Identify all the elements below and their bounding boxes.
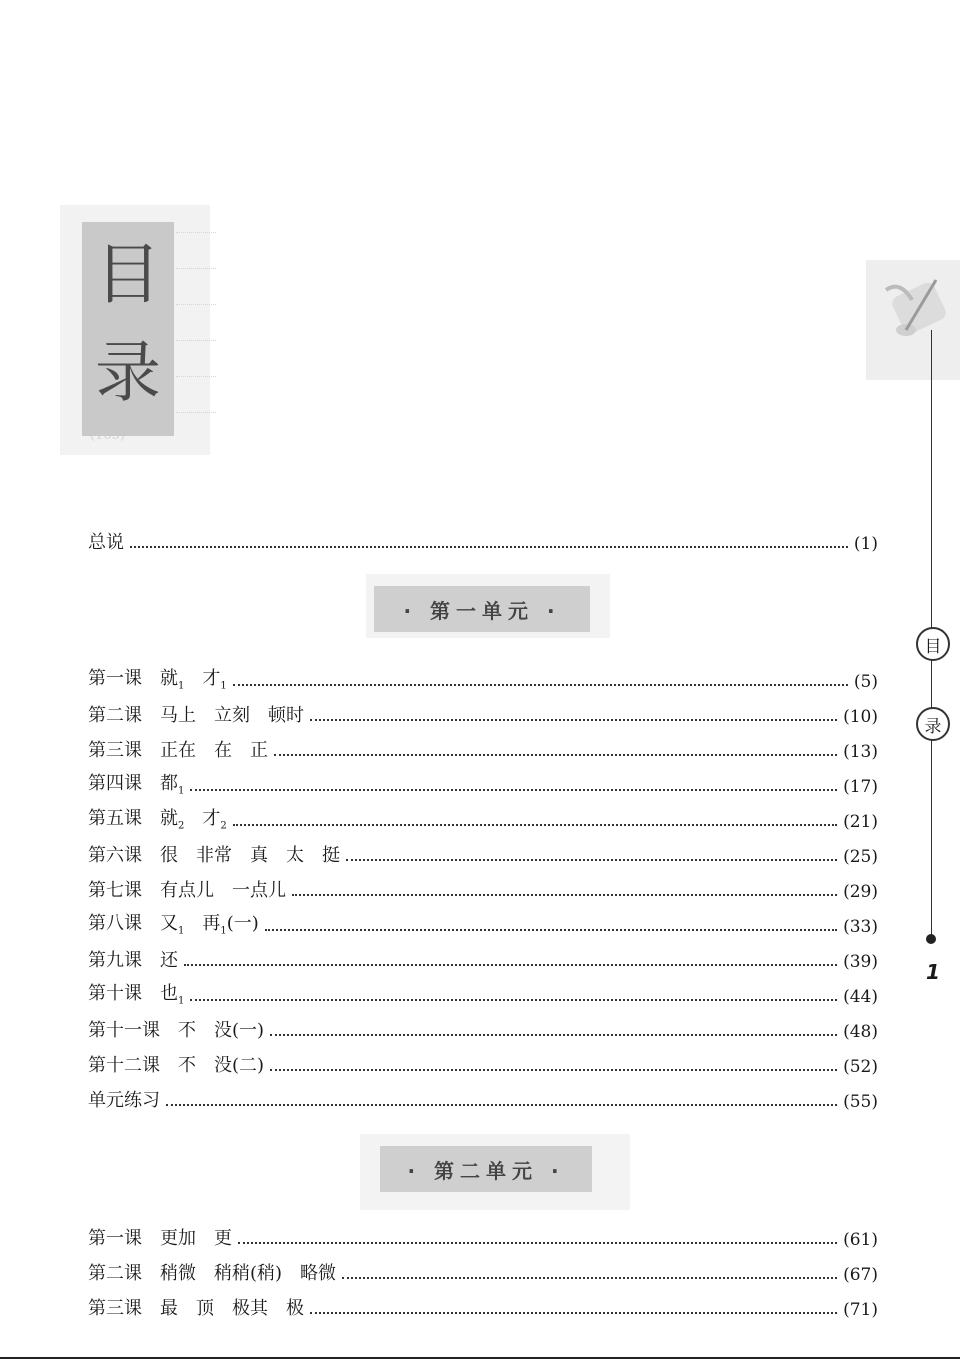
scroll-quill-icon — [866, 260, 960, 380]
side-mark-2: 录 — [916, 707, 950, 741]
entry-page: (13) — [843, 742, 878, 762]
entry-label: 第二课 马上 立刻 顿时 — [88, 705, 304, 726]
entry-label: 第三课 正在 在 正 — [88, 740, 268, 761]
toc-entry[interactable] — [88, 1014, 878, 1042]
toc-entry-overview[interactable] — [88, 526, 878, 554]
title-char-2: 录 — [95, 334, 161, 411]
toc-entry[interactable] — [88, 909, 878, 937]
leader-dots — [342, 1277, 837, 1279]
ghost-dotline — [176, 232, 216, 233]
entry-page: (67) — [843, 1265, 878, 1285]
leader-dots — [292, 894, 837, 896]
leader-dots — [233, 684, 848, 686]
entry-page: (48) — [843, 1022, 878, 1042]
toc-entry[interactable] — [88, 734, 878, 762]
ghost-dotline — [176, 412, 216, 413]
entry-page: (39) — [843, 952, 878, 972]
ghost-dotline — [176, 340, 216, 341]
entry-page: (61) — [843, 1230, 878, 1250]
unit-1-banner: · 第一单元 · — [374, 586, 590, 632]
entry-label: 第三课 最 顶 极其 极 — [88, 1298, 304, 1319]
entry-page: (1) — [853, 534, 878, 554]
entry-label: 第十一课 不 没(一) — [88, 1020, 265, 1041]
entry-label: 第八课 又$_1$ 再$_1$(一) — [88, 913, 259, 937]
entry-page: (21) — [843, 812, 878, 832]
entry-page: (5) — [853, 672, 878, 692]
leader-dots — [184, 964, 837, 966]
entry-label: 第二课 稍微 稍稍(稍) 略微 — [88, 1263, 337, 1284]
entry-label: 第七课 有点儿 一点儿 — [88, 880, 286, 901]
bottom-rule — [0, 1357, 960, 1359]
contents-title — [82, 222, 174, 436]
entry-page: (52) — [843, 1057, 878, 1077]
leader-dots — [190, 999, 837, 1001]
leader-dots — [270, 1069, 837, 1071]
entry-label: 第一课 就$_1$ 才$_1$ — [88, 668, 227, 692]
toc-entry[interactable] — [88, 874, 878, 902]
unit-2-banner: · 第二单元 · — [380, 1146, 592, 1192]
leader-dots — [233, 824, 837, 826]
leader-dots — [238, 1242, 837, 1244]
entry-label: 第六课 很 非常 真 太 挺 — [88, 845, 340, 866]
leader-dots — [274, 754, 837, 756]
entry-label: 第一课 更加 更 — [88, 1228, 232, 1249]
toc-entry[interactable] — [88, 979, 878, 1007]
leader-dots — [190, 789, 837, 791]
toc-entry[interactable] — [88, 839, 878, 867]
ghost-dotline — [176, 376, 216, 377]
leader-dots — [130, 546, 848, 548]
ghost-dotline — [176, 268, 216, 269]
entry-page: (55) — [843, 1092, 878, 1112]
entry-page: (71) — [843, 1300, 878, 1320]
toc-entry[interactable] — [88, 769, 878, 797]
toc-entry[interactable] — [88, 1049, 878, 1077]
leader-dots — [310, 719, 837, 721]
entry-page: (10) — [843, 707, 878, 727]
leader-dots — [346, 859, 837, 861]
entry-page: (44) — [843, 987, 878, 1007]
entry-label: 总说 — [88, 532, 124, 553]
entry-page: (17) — [843, 777, 878, 797]
side-mark-1: 目 — [916, 627, 950, 661]
title-char-1: 目 — [95, 236, 161, 313]
entry-page: (33) — [843, 917, 878, 937]
entry-label: 单元练习 — [88, 1090, 160, 1111]
toc-entry[interactable] — [88, 1084, 878, 1112]
toc-entry[interactable] — [88, 804, 878, 832]
entry-label: 第四课 都$_1$ — [88, 773, 185, 797]
leader-dots — [310, 1312, 837, 1314]
toc-entry[interactable] — [88, 1292, 878, 1320]
entry-label: 第九课 还 — [88, 950, 178, 971]
entry-label: 第十课 也$_1$ — [88, 983, 185, 1007]
page-number: 1 — [926, 960, 940, 984]
leader-dots — [166, 1104, 837, 1106]
ghost-dotline — [176, 304, 216, 305]
toc-entry[interactable] — [88, 944, 878, 972]
entry-label: 第十二课 不 没(二) — [88, 1055, 265, 1076]
leader-dots — [265, 929, 837, 931]
toc-entry[interactable] — [88, 699, 878, 727]
leader-dots — [270, 1034, 837, 1036]
toc-entry[interactable] — [88, 1222, 878, 1250]
side-end-dot — [926, 934, 936, 944]
entry-page: (25) — [843, 847, 878, 867]
entry-page: (29) — [843, 882, 878, 902]
entry-label: 第五课 就$_2$ 才$_2$ — [88, 808, 227, 832]
toc-entry[interactable] — [88, 1257, 878, 1285]
toc-entry[interactable] — [88, 664, 878, 692]
